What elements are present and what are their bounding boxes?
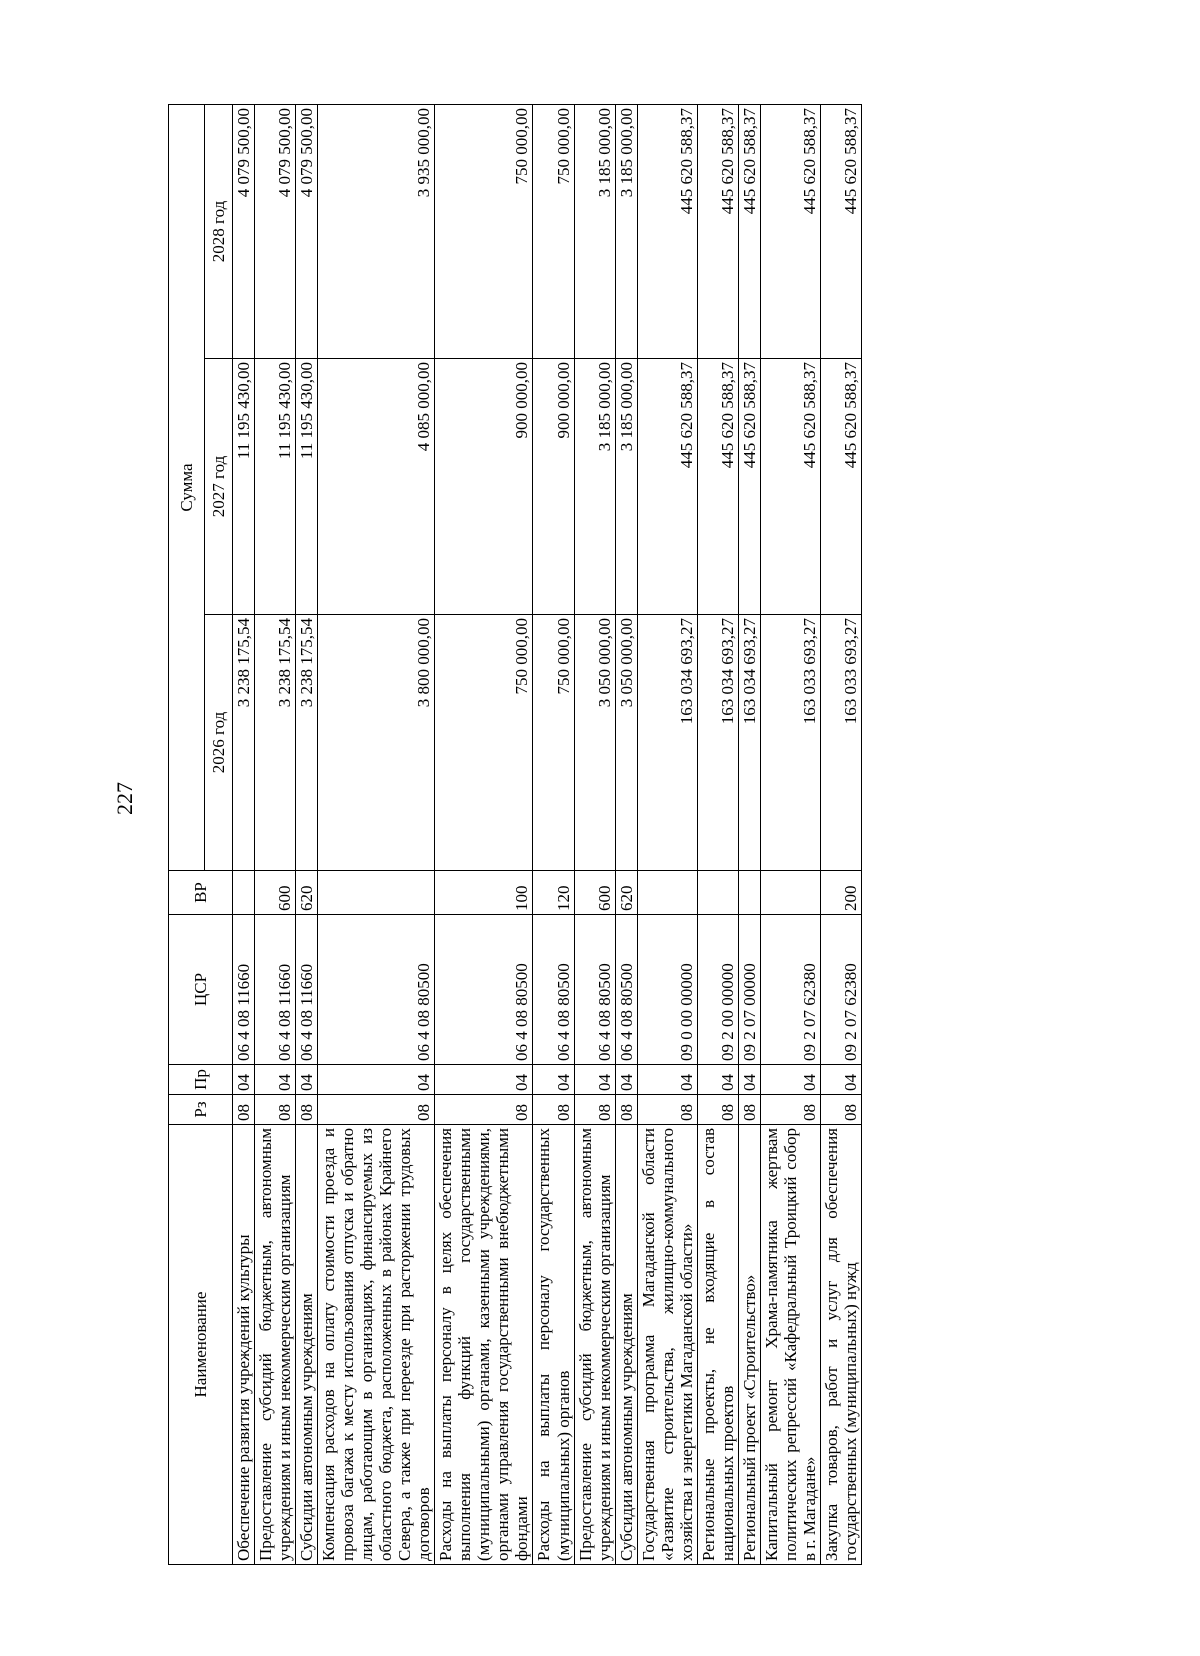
row-vr: 620	[615, 871, 637, 915]
row-pr: 04	[637, 1065, 697, 1095]
table-row	[318, 104, 435, 1564]
row-2026: 163 034 693,27	[697, 615, 738, 871]
row-rz: 08	[435, 1095, 533, 1125]
row-rz: 08	[574, 1095, 615, 1125]
row-2027: 445 620 588,37	[697, 359, 738, 615]
row-2026: 163 033 693,27	[760, 615, 820, 871]
row-vr: 120	[533, 871, 574, 915]
row-2027: 11 195 430,00	[255, 359, 296, 615]
table-row	[233, 104, 255, 1564]
row-rz: 08	[738, 1095, 760, 1125]
row-rz: 08	[255, 1095, 296, 1125]
row-vr: 600	[574, 871, 615, 915]
row-name: Предоставление субсидий бюджетным, автономным учреждениям и иным некоммерческим организациям	[574, 1125, 615, 1565]
table-row	[615, 104, 637, 1564]
row-name: Закупка товаров, работ и услуг для обеспечения государственных (муниципальных) нужд	[820, 1125, 861, 1565]
row-2027: 445 620 588,37	[637, 359, 697, 615]
row-csr: 06 4 08 11660	[233, 915, 255, 1065]
row-rz: 08	[533, 1095, 574, 1125]
row-pr: 04	[738, 1065, 760, 1095]
row-vr	[233, 871, 255, 915]
row-2028: 750 000,00	[533, 104, 574, 358]
header-2028: 2028 год	[205, 104, 233, 358]
rotated-table-wrapper	[168, 105, 1068, 1565]
row-2027: 445 620 588,37	[760, 359, 820, 615]
row-pr: 04	[296, 1065, 318, 1095]
header-sum: Сумма	[169, 104, 205, 870]
row-name: Капитальный ремонт Храма-памятника жертвам политических репрессий «Кафедральный Троицкий собор в г. Магадане»	[760, 1125, 820, 1565]
row-pr: 04	[615, 1065, 637, 1095]
row-vr	[760, 871, 820, 915]
header-2026: 2026 год	[205, 615, 233, 871]
row-2028: 445 620 588,37	[697, 104, 738, 358]
row-2026: 3 238 175,54	[255, 615, 296, 871]
row-2028: 445 620 588,37	[760, 104, 820, 358]
row-csr: 06 4 08 11660	[296, 915, 318, 1065]
row-2026: 3 050 000,00	[574, 615, 615, 871]
row-csr: 09 2 00 00000	[697, 915, 738, 1065]
row-name: Субсидии автономным учреждениям	[296, 1125, 318, 1565]
row-2026: 3 238 175,54	[296, 615, 318, 871]
row-pr: 04	[318, 1065, 435, 1095]
row-vr: 600	[255, 871, 296, 915]
row-csr: 09 0 00 00000	[637, 915, 697, 1065]
header-rz: Рз	[169, 1095, 233, 1125]
row-name: Региональный проект «Строительство»	[738, 1125, 760, 1565]
row-2027: 4 085 000,00	[318, 359, 435, 615]
row-2028: 445 620 588,37	[820, 104, 861, 358]
row-2026: 750 000,00	[435, 615, 533, 871]
row-2027: 3 185 000,00	[574, 359, 615, 615]
row-rz: 08	[760, 1095, 820, 1125]
row-vr	[318, 871, 435, 915]
row-name: Государственная программа Магаданской области «Развитие строительства, жилищно-коммунального хозяйства и энергетики Магаданской области»	[637, 1125, 697, 1565]
row-name: Предоставление субсидий бюджетным, автономным учреждениям и иным некоммерческим организациям	[255, 1125, 296, 1565]
row-pr: 04	[435, 1065, 533, 1095]
row-rz: 08	[615, 1095, 637, 1125]
row-name: Региональные проекты, не входящие в состав национальных проектов	[697, 1125, 738, 1565]
row-2026: 750 000,00	[533, 615, 574, 871]
header-vr: ВР	[169, 871, 233, 915]
table-row	[435, 104, 533, 1564]
row-csr: 06 4 08 80500	[615, 915, 637, 1065]
row-vr: 200	[820, 871, 861, 915]
row-csr: 06 4 08 11660	[255, 915, 296, 1065]
row-rz: 08	[820, 1095, 861, 1125]
row-2028: 445 620 588,37	[637, 104, 697, 358]
row-pr: 04	[760, 1065, 820, 1095]
row-pr: 04	[233, 1065, 255, 1095]
header-csr: ЦСР	[169, 915, 233, 1065]
row-vr: 100	[435, 871, 533, 915]
table-row	[697, 104, 738, 1564]
row-pr: 04	[533, 1065, 574, 1095]
row-2027: 11 195 430,00	[233, 359, 255, 615]
row-vr	[697, 871, 738, 915]
row-rz: 08	[318, 1095, 435, 1125]
row-2027: 900 000,00	[533, 359, 574, 615]
budget-table	[168, 104, 862, 1565]
table-row	[820, 104, 861, 1564]
row-2028: 750 000,00	[435, 104, 533, 358]
table-row	[738, 104, 760, 1564]
row-2026: 163 034 693,27	[637, 615, 697, 871]
table-row	[574, 104, 615, 1564]
row-csr: 09 2 07 62380	[760, 915, 820, 1065]
row-2028: 445 620 588,37	[738, 104, 760, 358]
row-name: Компенсация расходов на оплату стоимости проезда и провоза багажа к месту использования отпуска и обратно лицам, работающим в организациях, финансируемых из областного бюджета, расположенных в районах Крайнего Севера, а также при переезде при расторжении трудовых договоров	[318, 1125, 435, 1565]
table-row	[255, 104, 296, 1564]
row-2027: 900 000,00	[435, 359, 533, 615]
row-csr: 06 4 08 80500	[533, 915, 574, 1065]
row-2028: 4 079 500,00	[296, 104, 318, 358]
row-2026: 163 033 693,27	[820, 615, 861, 871]
page-number: 227	[112, 782, 137, 815]
row-2026: 3 050 000,00	[615, 615, 637, 871]
row-rz: 08	[697, 1095, 738, 1125]
row-2027: 3 185 000,00	[615, 359, 637, 615]
row-2028: 3 185 000,00	[574, 104, 615, 358]
row-csr: 06 4 08 80500	[318, 915, 435, 1065]
row-rz: 08	[233, 1095, 255, 1125]
row-vr: 620	[296, 871, 318, 915]
row-2028: 4 079 500,00	[233, 104, 255, 358]
row-name: Субсидии автономным учреждениям	[615, 1125, 637, 1565]
row-csr: 06 4 08 80500	[574, 915, 615, 1065]
row-csr: 09 2 07 00000	[738, 915, 760, 1065]
table-row	[637, 104, 697, 1564]
table-row	[533, 104, 574, 1564]
row-2027: 445 620 588,37	[738, 359, 760, 615]
header-name: Наименование	[169, 1125, 233, 1565]
row-pr: 04	[697, 1065, 738, 1095]
row-rz: 08	[296, 1095, 318, 1125]
table-row	[296, 104, 318, 1564]
row-2028: 4 079 500,00	[255, 104, 296, 358]
row-2027: 11 195 430,00	[296, 359, 318, 615]
row-csr: 09 2 07 62380	[820, 915, 861, 1065]
header-pr: Пр	[169, 1065, 233, 1095]
row-rz: 08	[637, 1095, 697, 1125]
row-name: Расходы на выплаты персоналу государственных (муниципальных) органов	[533, 1125, 574, 1565]
row-2026: 163 034 693,27	[738, 615, 760, 871]
row-vr	[637, 871, 697, 915]
row-pr: 04	[574, 1065, 615, 1095]
table-row	[760, 104, 820, 1564]
row-pr: 04	[255, 1065, 296, 1095]
row-pr: 04	[820, 1065, 861, 1095]
row-2028: 3 935 000,00	[318, 104, 435, 358]
row-vr	[738, 871, 760, 915]
row-name: Расходы на выплаты персоналу в целях обеспечения выполнения функций государственными (муниципальными) органами, казенными учреждениями, органами управления государственными внебюджетными фондами	[435, 1125, 533, 1565]
row-2027: 445 620 588,37	[820, 359, 861, 615]
row-2028: 3 185 000,00	[615, 104, 637, 358]
row-2026: 3 800 000,00	[318, 615, 435, 871]
row-2026: 3 238 175,54	[233, 615, 255, 871]
row-name: Обеспечение развития учреждений культуры	[233, 1125, 255, 1565]
header-2027: 2027 год	[205, 359, 233, 615]
row-csr: 06 4 08 80500	[435, 915, 533, 1065]
